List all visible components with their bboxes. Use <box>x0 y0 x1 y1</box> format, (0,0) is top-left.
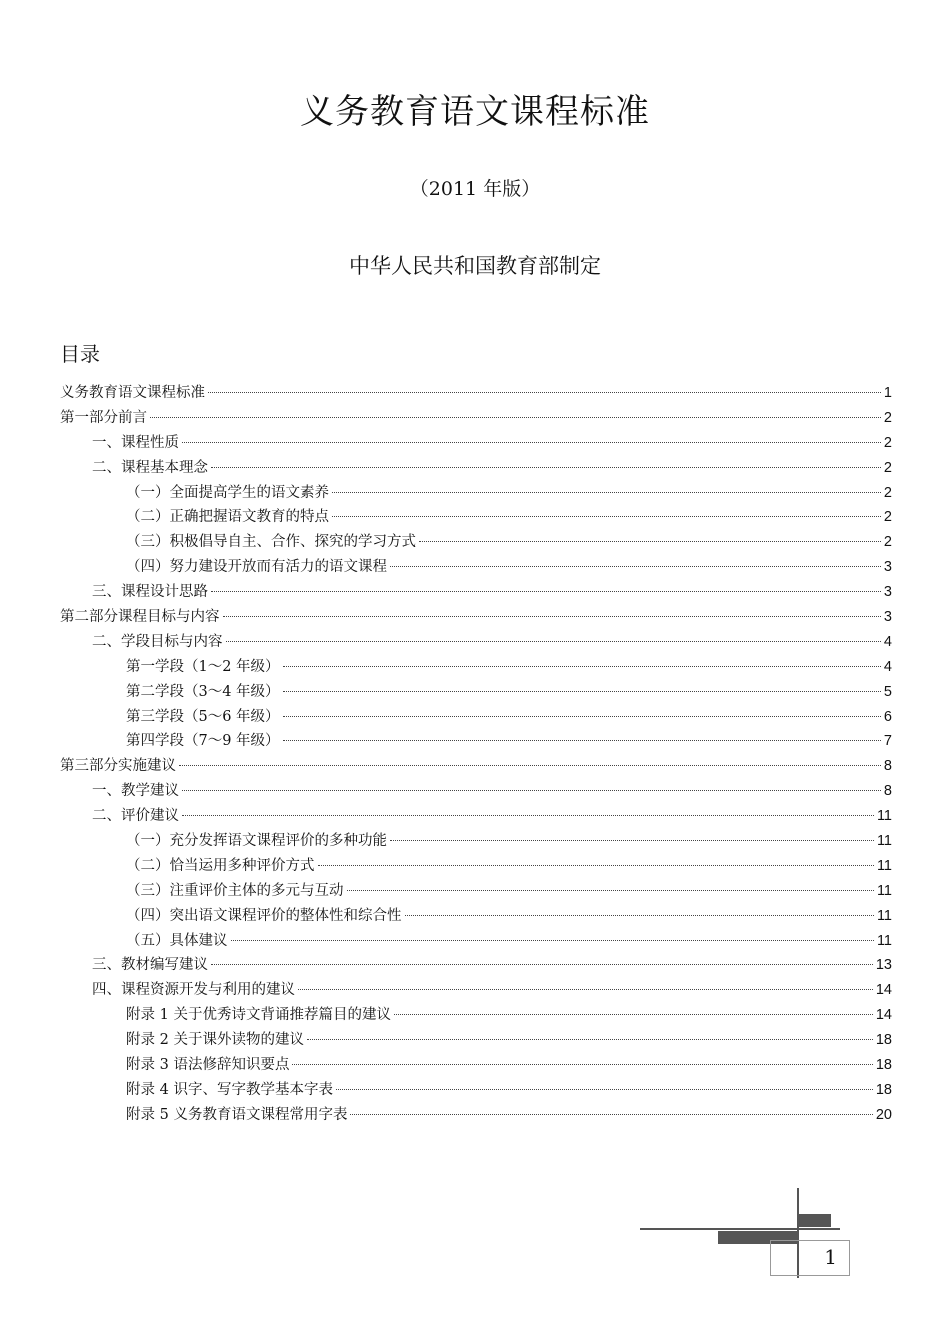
toc-entry-label: 附录 3 语法修辞知识要点 <box>126 1057 290 1074</box>
toc-entry-label: 第三学段（5～6 年级） <box>126 708 280 725</box>
toc-dot-leader <box>226 641 881 642</box>
toc-entry-label: 二、评价建议 <box>92 808 179 825</box>
toc-entry-page: 18 <box>875 1057 892 1074</box>
toc-dot-leader <box>332 492 881 493</box>
toc-entry[interactable] <box>60 829 892 854</box>
toc-entry-page: 3 <box>883 609 892 626</box>
toc-dot-leader <box>223 616 881 617</box>
toc-entry-label: （三）积极倡导自主、合作、探究的学习方式 <box>126 534 416 551</box>
toc-entry-page: 3 <box>883 559 892 576</box>
toc-entry-label: 第一部分前言 <box>60 409 147 426</box>
toc-entry-page: 2 <box>883 459 892 476</box>
toc-entry-page: 3 <box>883 584 892 601</box>
toc-dot-leader <box>347 890 874 891</box>
toc-entry[interactable] <box>60 854 892 879</box>
toc-entry-page: 2 <box>883 409 892 426</box>
toc-entry[interactable] <box>60 754 892 779</box>
toc-entry-page: 20 <box>875 1106 892 1123</box>
toc-entry-page: 4 <box>883 658 892 675</box>
toc-entry[interactable] <box>60 580 892 605</box>
toc-entry[interactable] <box>60 729 892 754</box>
document-title: 义务教育语文课程标准 <box>300 92 650 132</box>
toc-dot-leader <box>283 691 881 692</box>
toc-entry-label: 附录 1 关于优秀诗文背诵推荐篇目的建议 <box>126 1007 391 1024</box>
toc-entry-label: 附录 2 关于课外读物的建议 <box>126 1032 304 1049</box>
toc-entry-label: 第四学段（7～9 年级） <box>126 733 280 750</box>
toc-entry-label: （三）注重评价主体的多元与互动 <box>126 882 344 899</box>
toc-heading-text: 目录 <box>60 342 100 366</box>
toc-entry-page: 11 <box>876 808 892 825</box>
toc-dot-leader <box>182 815 874 816</box>
toc-dot-leader <box>182 442 881 443</box>
footer-rule-horizontal <box>640 1228 840 1230</box>
toc-entry-page: 2 <box>883 484 892 501</box>
toc-entry-page: 11 <box>876 857 892 874</box>
toc-entry-page: 18 <box>875 1032 892 1049</box>
edition-label: （2011 年版） <box>409 178 541 200</box>
toc-entry[interactable] <box>60 630 892 655</box>
table-of-contents <box>60 381 892 1128</box>
toc-dot-leader <box>332 516 881 517</box>
toc-entry[interactable] <box>60 705 892 730</box>
toc-dot-leader <box>405 915 874 916</box>
toc-dot-leader <box>419 541 881 542</box>
toc-entry-label: 义务教育语文课程标准 <box>60 385 205 401</box>
toc-dot-leader <box>208 392 881 393</box>
toc-entry-page: 7 <box>883 733 892 750</box>
toc-entry-label: （一）全面提高学生的语文素养 <box>126 484 329 501</box>
toc-entry-label: 二、课程基本理念 <box>92 459 208 476</box>
toc-entry-page: 18 <box>875 1081 892 1098</box>
toc-dot-leader <box>390 840 874 841</box>
toc-dot-leader <box>231 940 874 941</box>
toc-entry[interactable] <box>60 1103 892 1128</box>
toc-entry-page: 2 <box>883 509 892 526</box>
toc-entry-label: 第二部分课程目标与内容 <box>60 609 220 626</box>
toc-entry-label: 附录 5 义务教育语文课程常用字表 <box>126 1106 348 1123</box>
toc-entry[interactable] <box>60 555 892 580</box>
toc-dot-leader <box>292 1064 872 1065</box>
toc-entry-label: 第三部分实施建议 <box>60 758 176 775</box>
toc-entry-page: 2 <box>883 534 892 551</box>
toc-entry[interactable] <box>60 779 892 804</box>
toc-dot-leader <box>307 1039 873 1040</box>
toc-dot-leader <box>283 740 881 741</box>
toc-dot-leader <box>283 716 881 717</box>
toc-entry[interactable] <box>60 381 892 406</box>
toc-dot-leader <box>283 666 881 667</box>
toc-entry-label: （四）努力建设开放而有活力的语文课程 <box>126 559 387 576</box>
toc-entry[interactable] <box>60 804 892 829</box>
toc-entry-label: 一、教学建议 <box>92 783 179 800</box>
toc-heading <box>60 338 100 367</box>
toc-entry-label: 第一学段（1～2 年级） <box>126 658 280 675</box>
toc-entry[interactable] <box>60 1003 892 1028</box>
toc-entry-page: 8 <box>883 758 892 775</box>
toc-entry[interactable] <box>60 879 892 904</box>
issuer-label: 中华人民共和国教育部制定 <box>349 254 601 278</box>
toc-entry-page: 6 <box>883 708 892 725</box>
toc-entry-page: 13 <box>875 957 892 974</box>
toc-dot-leader <box>211 591 881 592</box>
toc-entry[interactable] <box>60 1028 892 1053</box>
toc-entry-page: 2 <box>883 434 892 451</box>
toc-entry-label: 附录 4 识字、写字教学基本字表 <box>126 1081 333 1098</box>
toc-entry-label: （四）突出语文课程评价的整体性和综合性 <box>126 907 402 924</box>
toc-dot-leader <box>336 1089 873 1090</box>
toc-entry-label: （二）正确把握语文教育的特点 <box>126 509 329 526</box>
toc-entry[interactable] <box>60 431 892 456</box>
toc-entry-label: 一、课程性质 <box>92 434 179 451</box>
toc-entry-label: （五）具体建议 <box>126 932 228 949</box>
toc-entry[interactable] <box>60 953 892 978</box>
toc-entry[interactable] <box>60 680 892 705</box>
toc-entry-page: 14 <box>875 1007 892 1024</box>
toc-dot-leader <box>182 790 881 791</box>
toc-entry-label: 第二学段（3～4 年级） <box>126 683 280 700</box>
toc-dot-leader <box>150 417 881 418</box>
toc-entry-page: 11 <box>876 833 892 850</box>
page-number-box <box>770 1240 850 1276</box>
toc-entry[interactable] <box>60 978 892 1003</box>
toc-entry[interactable] <box>60 605 892 630</box>
toc-entry-page: 4 <box>883 633 892 650</box>
toc-entry-label: 三、教材编写建议 <box>92 957 208 974</box>
toc-entry-page: 11 <box>876 907 892 924</box>
footer-bar-right <box>799 1214 831 1227</box>
toc-entry[interactable] <box>60 929 892 954</box>
toc-entry[interactable] <box>60 1053 892 1078</box>
toc-dot-leader <box>211 964 873 965</box>
toc-dot-leader <box>211 467 881 468</box>
toc-dot-leader <box>350 1114 872 1115</box>
toc-dot-leader <box>394 1014 873 1015</box>
toc-entry[interactable] <box>60 530 892 555</box>
toc-entry-label: 三、课程设计思路 <box>92 584 208 601</box>
page-number: 1 <box>824 1245 837 1269</box>
toc-entry-page: 11 <box>876 882 892 899</box>
toc-entry[interactable] <box>60 406 892 431</box>
toc-entry-page: 14 <box>875 982 892 999</box>
toc-entry[interactable] <box>60 481 892 506</box>
toc-dot-leader <box>318 865 874 866</box>
toc-dot-leader <box>179 765 881 766</box>
toc-entry[interactable] <box>60 1078 892 1103</box>
toc-entry-label: （一）充分发挥语文课程评价的多种功能 <box>126 833 387 850</box>
toc-entry-label: 四、课程资源开发与利用的建议 <box>92 982 295 999</box>
toc-dot-leader <box>298 989 873 990</box>
toc-entry[interactable] <box>60 505 892 530</box>
toc-entry[interactable] <box>60 655 892 680</box>
toc-entry-label: （二）恰当运用多种评价方式 <box>126 857 315 874</box>
toc-entry-page: 11 <box>876 932 892 949</box>
toc-entry-page: 8 <box>883 783 892 800</box>
toc-entry-page: 1 <box>883 385 892 401</box>
toc-entry-label: 二、学段目标与内容 <box>92 633 223 650</box>
toc-dot-leader <box>390 566 881 567</box>
toc-entry[interactable] <box>60 904 892 929</box>
toc-entry[interactable] <box>60 456 892 481</box>
toc-entry-page: 5 <box>883 683 892 700</box>
